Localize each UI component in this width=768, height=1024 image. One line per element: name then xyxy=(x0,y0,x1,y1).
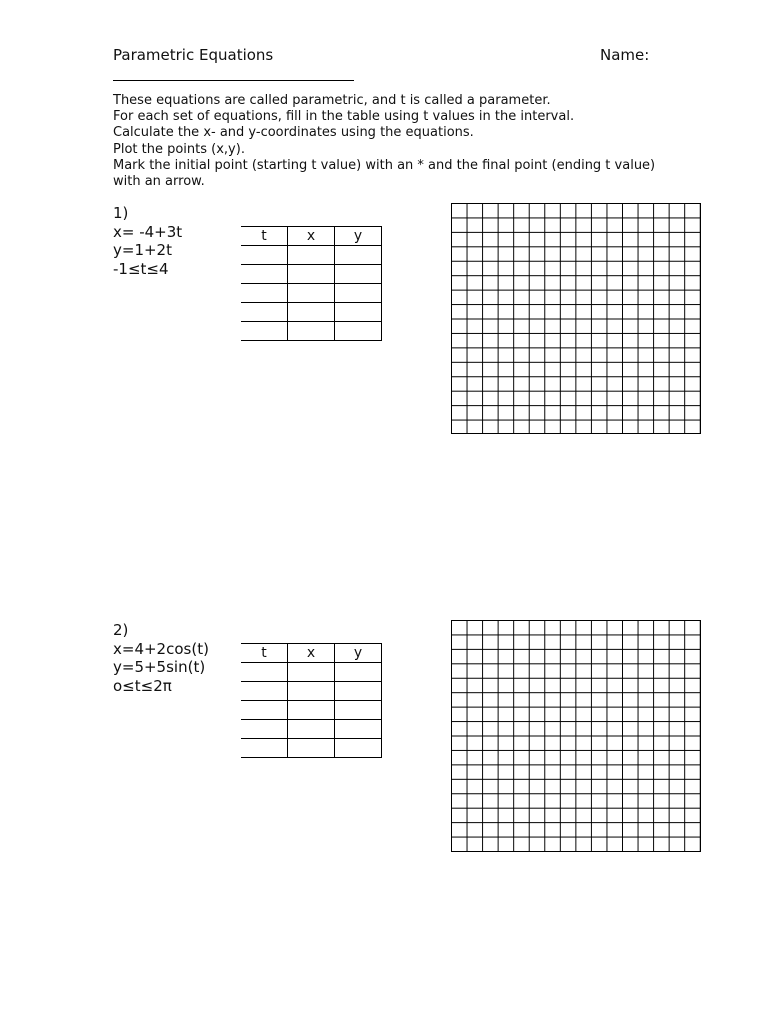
table-row xyxy=(241,284,382,303)
table-cell-y[interactable] xyxy=(335,663,382,682)
column-header-t: t xyxy=(241,644,288,663)
table-row xyxy=(241,720,382,739)
table-row xyxy=(241,265,382,284)
value-table-1 xyxy=(241,226,382,341)
problem-1 xyxy=(113,204,182,278)
value-table-2 xyxy=(241,643,382,758)
instructions xyxy=(113,93,673,190)
equation-x: x=4+2cos(t) xyxy=(113,639,209,658)
instruction-line: Plot the points (x,y). xyxy=(113,141,245,157)
table-cell-t[interactable] xyxy=(241,246,288,265)
problem-number: 1) xyxy=(113,204,129,222)
table-cell-y[interactable] xyxy=(335,284,382,303)
table-cell-x[interactable] xyxy=(288,265,335,284)
column-header-x: x xyxy=(288,227,335,246)
table-cell-x[interactable] xyxy=(288,303,335,322)
table-row xyxy=(241,246,382,265)
equation-x: x= -4+3t xyxy=(113,222,183,241)
table-header-row xyxy=(241,227,382,246)
name-label: Name: xyxy=(600,46,650,64)
column-header-y: y xyxy=(335,644,382,663)
table-cell-x[interactable] xyxy=(288,284,335,303)
table-cell-t[interactable] xyxy=(241,284,288,303)
instruction-line: with an arrow. xyxy=(113,174,205,190)
table-cell-t[interactable] xyxy=(241,739,288,758)
table-cell-x[interactable] xyxy=(288,739,335,758)
table-cell-t[interactable] xyxy=(241,322,288,341)
t-interval: o≤t≤2π xyxy=(113,676,172,695)
table-cell-y[interactable] xyxy=(335,720,382,739)
graph-grid-1[interactable] xyxy=(451,203,701,434)
table-cell-x[interactable] xyxy=(288,682,335,701)
name-blank-line[interactable] xyxy=(113,80,354,81)
table-row xyxy=(241,303,382,322)
table-cell-x[interactable] xyxy=(288,720,335,739)
table-row xyxy=(241,682,382,701)
instruction-line: For each set of equations, fill in the table using t values in the interval. xyxy=(113,109,575,125)
table-cell-y[interactable] xyxy=(335,701,382,720)
table-cell-t[interactable] xyxy=(241,720,288,739)
column-header-t: t xyxy=(241,227,288,246)
table-cell-x[interactable] xyxy=(288,701,335,720)
table-row xyxy=(241,739,382,758)
t-interval: -1≤t≤4 xyxy=(113,259,169,278)
table-cell-t[interactable] xyxy=(241,701,288,720)
equation-y: y=1+2t xyxy=(113,241,172,259)
instruction-line: These equations are called parametric, and t is called a parameter. xyxy=(113,93,551,108)
equation-y: y=5+5sin(t) xyxy=(113,658,206,676)
table-header-row xyxy=(241,644,382,663)
table-cell-y[interactable] xyxy=(335,682,382,701)
problem-number: 2) xyxy=(113,621,129,639)
table-cell-x[interactable] xyxy=(288,246,335,265)
table-cell-y[interactable] xyxy=(335,322,382,341)
graph-grid-2[interactable] xyxy=(451,620,701,852)
table-cell-x[interactable] xyxy=(288,663,335,682)
instruction-line: Calculate the x- and y-coordinates using the equations. xyxy=(113,125,474,141)
problem-2 xyxy=(113,621,209,695)
table-cell-t[interactable] xyxy=(241,303,288,322)
table-cell-x[interactable] xyxy=(288,322,335,341)
instruction-line: Mark the initial point (starting t value) with an * and the final point (ending t value) xyxy=(113,157,656,173)
table-cell-y[interactable] xyxy=(335,303,382,322)
table-cell-y[interactable] xyxy=(335,265,382,284)
column-header-y: y xyxy=(335,227,382,246)
table-cell-t[interactable] xyxy=(241,663,288,682)
table-row xyxy=(241,663,382,682)
table-cell-t[interactable] xyxy=(241,682,288,701)
table-row xyxy=(241,701,382,720)
table-cell-t[interactable] xyxy=(241,265,288,284)
table-row xyxy=(241,322,382,341)
table-cell-y[interactable] xyxy=(335,739,382,758)
page-title: Parametric Equations xyxy=(113,46,274,64)
table-cell-y[interactable] xyxy=(335,246,382,265)
column-header-x: x xyxy=(288,644,335,663)
